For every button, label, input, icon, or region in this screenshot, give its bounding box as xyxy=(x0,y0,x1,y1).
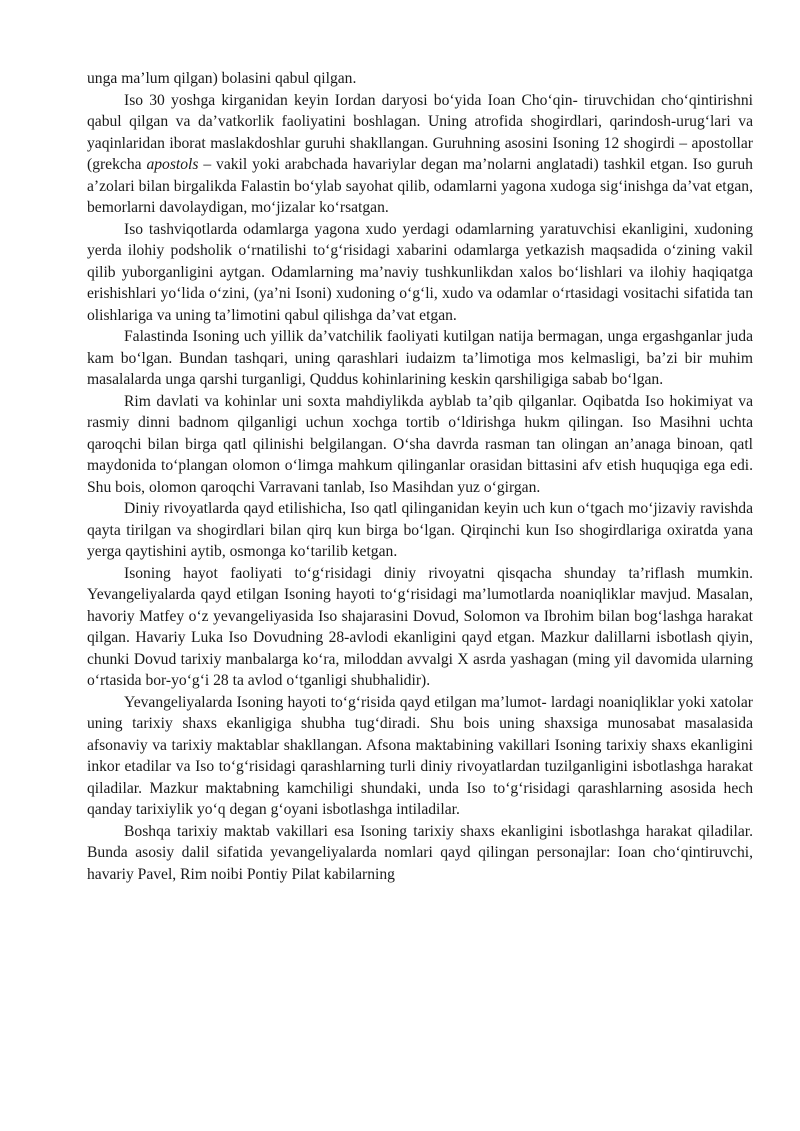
paragraph-gospels: Isoning hayot faoliyati to‘g‘risidagi diniy rivoyatni qisqacha shunday ta’riflash mumkin. Yevangeliyalarda qayd etilgan Isoning hayoti to‘g‘risidagi ma’lumotlarda noaniqliklar mavjud. Masalan, havoriy Matfey o‘z yevangeliyasida Iso shajarasini Dovud, Solomon va Ibrohim bilan bog‘lashga harakat qilgan. Havariy Luka Iso Dovudning 28-avlodi ekanligini qayd etgan. Mazkur dalillarni isbotlash qiyin, chunki Dovud tarixiy manbalarga ko‘ra, miloddan avvalgi X asrda yashagan (ming yil davomida ularning o‘rtasida bor-yo‘g‘i 28 ta avlod o‘tganligi shubhalidir). xyxy=(87,564,753,689)
paragraph-teaching: Iso tashviqotlarda odamlarga yagona xudo yerdagi odamlarning yaratuvchisi ekanligini, xudoning yerda ilohiy podsholik o‘rnatilishi to‘g‘risidagi xabarini odamlarga yetkazish maqsadida o‘zining vakil qilib yuborganligini aytgan. Odamlarning ma’naviy tushkunlikdan xalos bo‘lishlari va ilohiy haqiqatga erishishlari yo‘lida o‘zini, (ya’ni Isoni) xudoning o‘g‘li, xudo va odamlar o‘rtasidagi vositachi sifatida tan olishlariga va uning ta’limotini qabul qilishga da’vat etgan. xyxy=(87,220,753,324)
document-page xyxy=(87,68,753,885)
italic-term: apostols xyxy=(146,156,199,173)
paragraph-palestine: Falastinda Isoning uch yillik da’vatchilik faoliyati kutilgan natija bermagan, unga ergashganlar juda kam bo‘lgan. Bundan tashqari, uning qarashlari iudaizm ta’limotiga mos kelmasligi, ba’zi bir muhim masalalarda unga qarshi turganligi, Quddus kohinlarining keskin qarshiligiga sabab bo‘lgan. xyxy=(87,328,753,388)
paragraph-text: – vakil yoki arabchada havariylar degan ma’nolarni anglatadi) tashkil etgan. Iso guruh a’zolari bilan birgalikda Falastin bo‘ylab sayohat qilib, odamlarni yagona xudoga sig‘inishga da’vat etgan, bemorlarni davolaydigan, mo‘jizalar ko‘rsatgan. xyxy=(87,156,753,216)
paragraph-text: Iso 30 yoshga kirganidan keyin Iordan daryosi bo‘yida Ioan Cho‘qin- tiruvchidan cho‘qintirishni qabul qilgan va da’vatkorlik faoliyatini boshlagan. Uning atrofida shogirdlari, qarindosh-urug‘lari va yaqinlaridan iborat maslakdoshlar guruhi shakllangan. Guruhning asosini Isoning 12 shogirdi – apostollar (grekcha xyxy=(87,91,753,173)
paragraph-baptism xyxy=(87,90,753,219)
paragraph-continued: unga ma’lum qilgan) bolasini qabul qilgan. xyxy=(87,70,357,87)
paragraph-schools: Yevangeliyalarda Isoning hayoti to‘g‘risida qayd etilgan ma’lumot- lardagi noaniqliklar yoki xatolar uning tarixiy shaxs ekanligiga shubha tug‘diradi. Shu bois uning shaxsiga munosabat masalasida afsonaviy va tarixiy maktablar shakllangan. Afsona maktabining vakillari Isoning tarixiy shaxs ekanligini inkor etadilar va Iso to‘g‘risidagi qarashlarning turli diniy rivoyatlardan tuzilganligini isbotlashga harakat qiladilar. Mazkur maktabning kamchiligi shundaki, unda Iso to‘g‘risidagi qarashlarning asosida hech qanday tarixiylik yo‘q degan g‘oyani isbotlashga intiladilar. xyxy=(87,693,753,818)
paragraph-resurrection: Diniy rivoyatlarda qayd etilishicha, Iso qatl qilinganidan keyin uch kun o‘tgach mo‘jizaviy ravishda qayta tirilgan va shogirdlari bilan qirq kun birga bo‘lgan. Qirqinchi kun Iso shogirdlariga oxiratda yana yerga qaytishini aytib, osmonga ko‘tarilib ketgan. xyxy=(87,500,753,560)
paragraph-historical: Boshqa tarixiy maktab vakillari esa Isoning tarixiy shaxs ekanligini isbotlashga harakat qiladilar. Bunda asosiy dalil sifatida yevangeliyalarda nomlari qayd qilingan personajlar: Ioan cho‘qintiruvchi, havariy Pavel, Rim noibi Pontiy Pilat kabilarning xyxy=(87,822,753,883)
paragraph-rome: Rim davlati va kohinlar uni soxta mahdiylikda ayblab ta’qib qilganlar. Oqibatda Iso hokimiyat va rasmiy dinni badnom qilganligi uchun xochga tortib o‘ldirishga hukm qilingan. Iso Masihni uchta qaroqchi bilan birga qatl qilinishi belgilangan. O‘sha davrda rasman tan olingan an’anaga binoan, qatl maydonida to‘plangan olomon o‘limga mahkum qilinganlar orasidan bittasini afv etish huquqiga ega edi. Shu bois, olomon qaroqchi Varravani tanlab, Iso Masihdan yuz o‘girgan. xyxy=(87,392,753,496)
